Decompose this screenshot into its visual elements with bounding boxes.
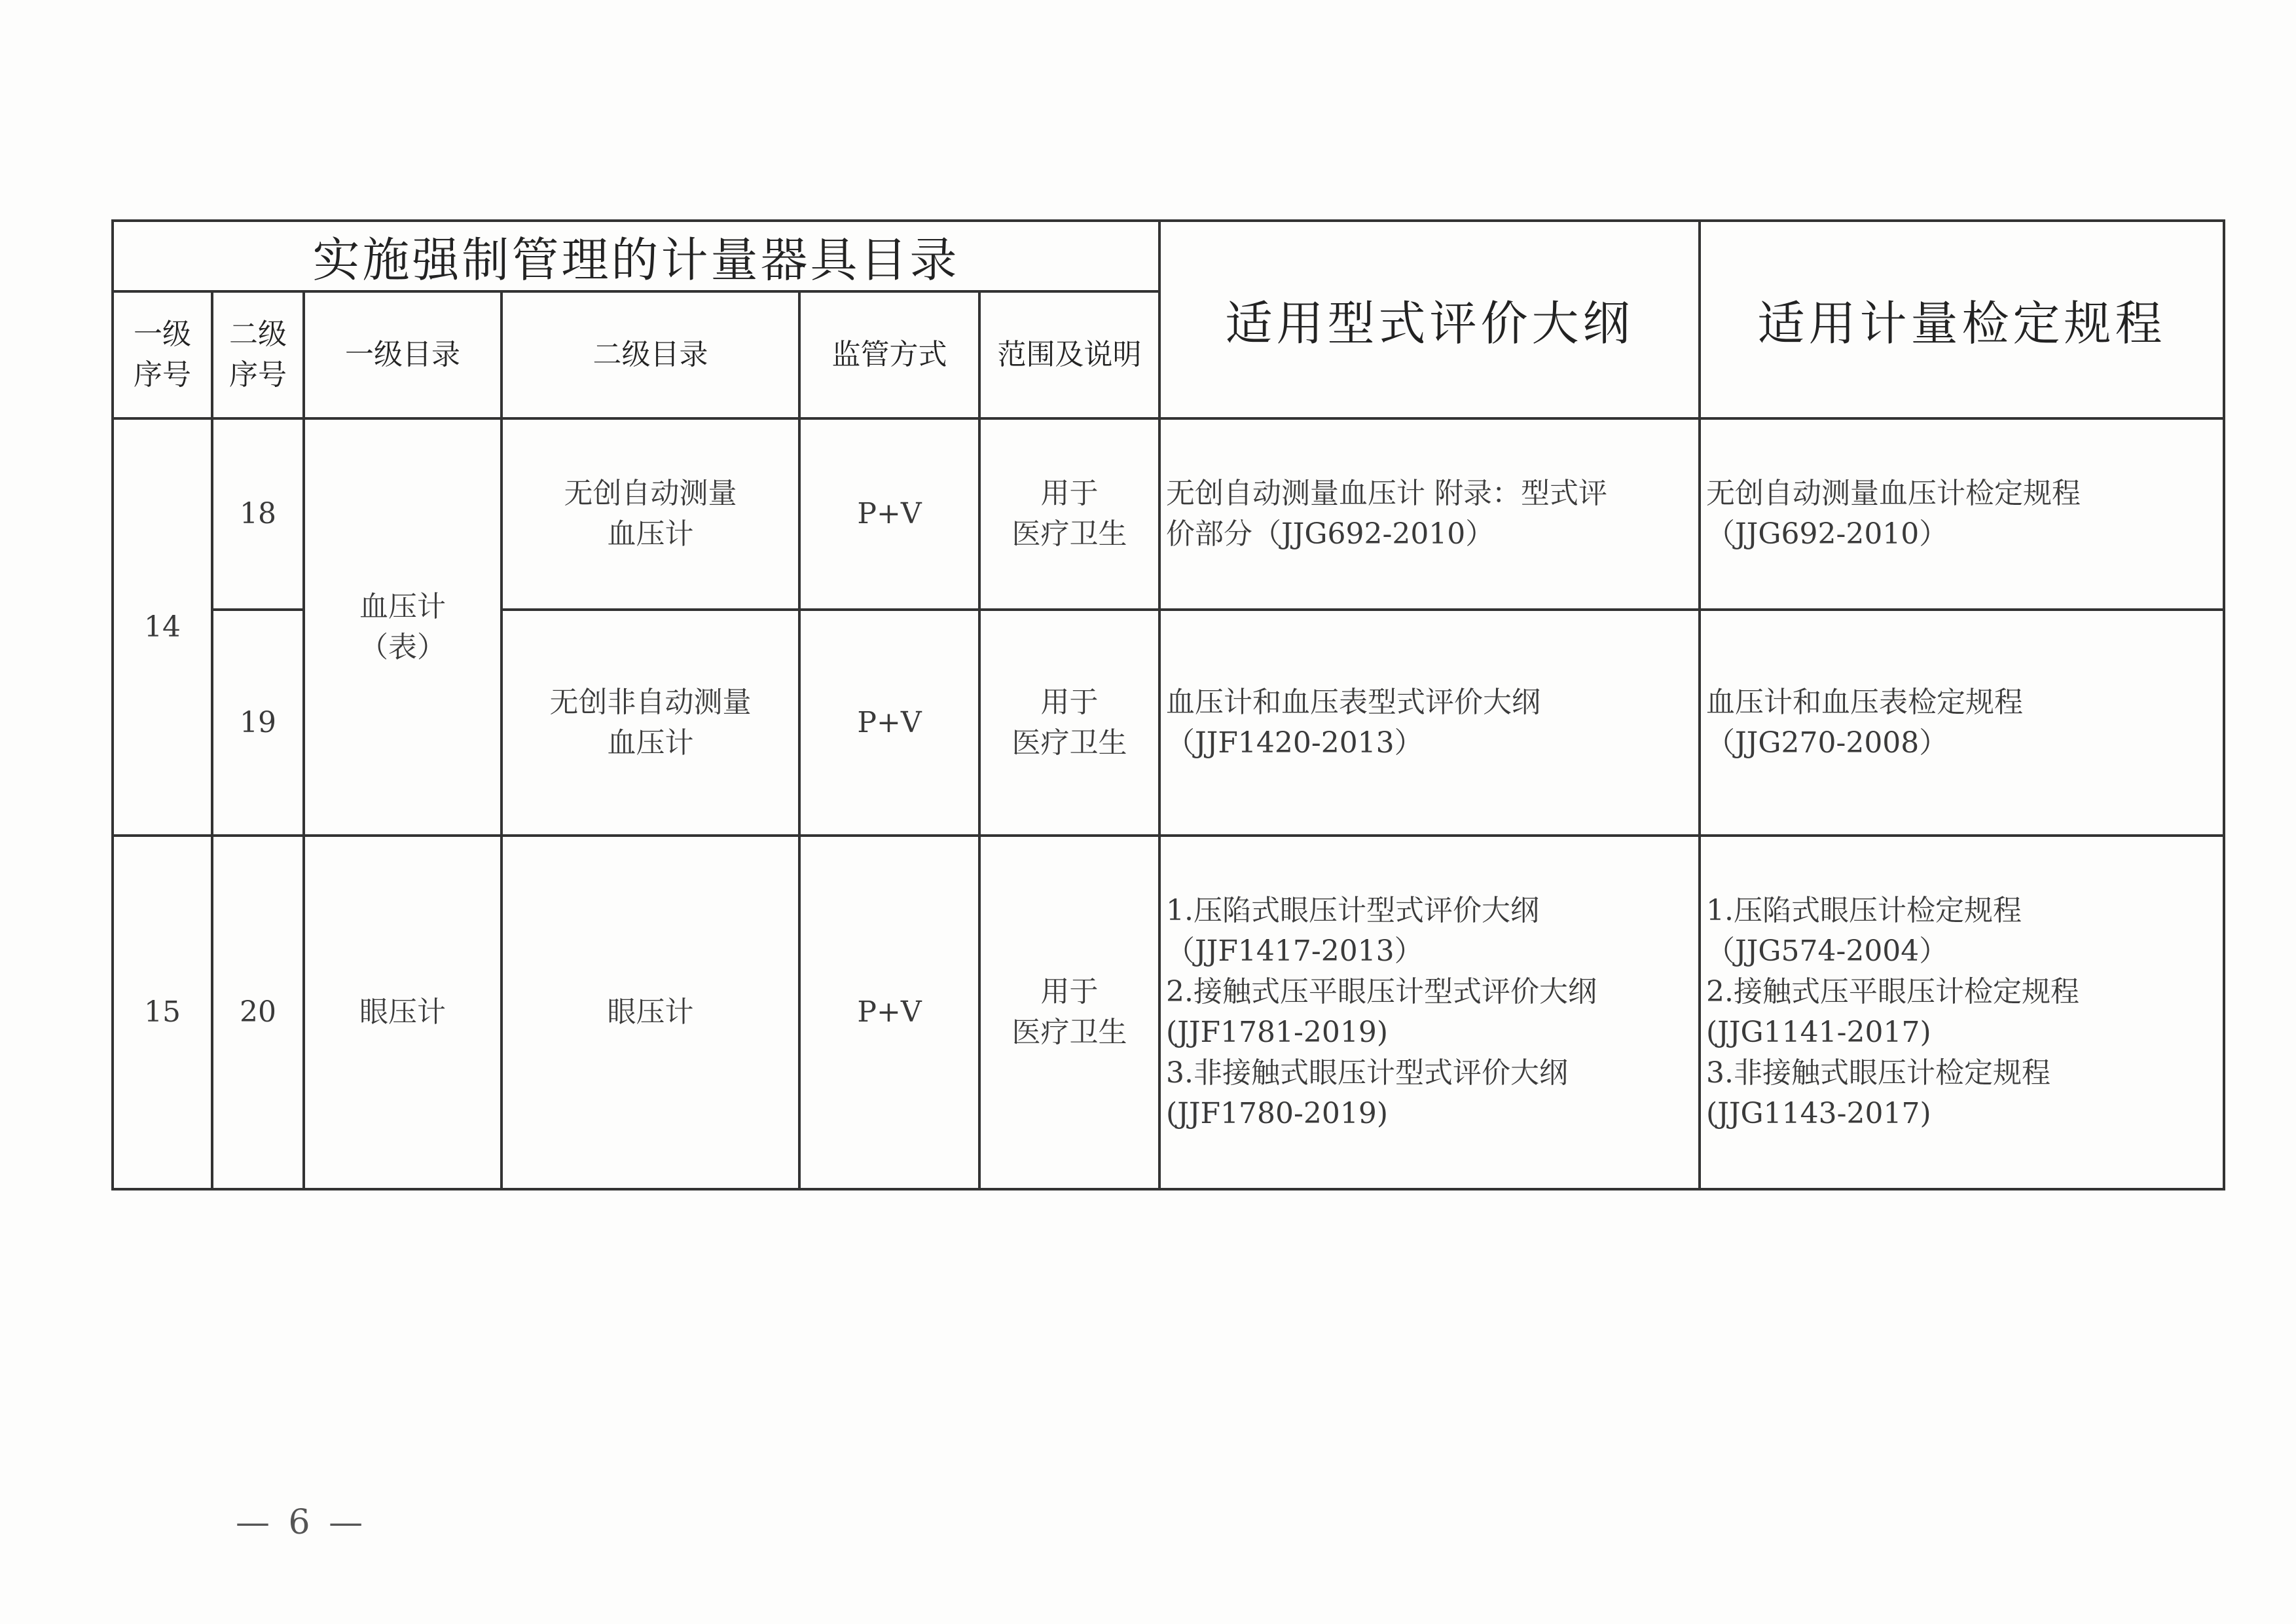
type-evaluation	[1159, 836, 1700, 1189]
verification-regulation	[1700, 610, 2224, 836]
level2-catalog: 眼压计	[501, 836, 799, 1189]
header-level1-number-line1: 一级	[134, 318, 191, 351]
type-evaluation-line: 价部分（JJG692-2010）	[1166, 517, 1495, 551]
scope	[979, 836, 1159, 1189]
verification-line: (JJG1141-2017)	[1706, 1016, 1931, 1049]
type-evaluation	[1159, 418, 1700, 610]
table-title: 实施强制管理的计量器具目录	[113, 221, 1159, 291]
header-level2-number-line1: 二级	[229, 318, 287, 351]
scope-line: 用于	[1040, 477, 1099, 510]
verification-line: （JJG270-2008）	[1706, 726, 1948, 760]
level1-catalog-line: 血压计	[359, 589, 446, 623]
verification-line: （JJG692-2010）	[1706, 517, 1948, 551]
supervision-method: P+V	[799, 418, 979, 610]
table-title-row	[113, 221, 2224, 291]
table-row	[113, 418, 2224, 610]
verification-line: 1.压陷式眼压计检定规程	[1706, 894, 2022, 927]
header-level1-catalog: 一级目录	[304, 291, 501, 418]
scope-line: 医疗卫生	[1011, 726, 1127, 760]
type-evaluation-line: （JJF1420-2013）	[1166, 726, 1423, 760]
header-supervision-method: 监管方式	[799, 291, 979, 418]
type-evaluation-line: （JJF1417-2013）	[1166, 934, 1423, 968]
level1-number: 15	[113, 836, 212, 1189]
page-number: — 6 —	[236, 1503, 367, 1542]
verification-regulation	[1700, 418, 2224, 610]
verification-line: 3.非接触式眼压计检定规程	[1706, 1056, 2051, 1090]
scope-line: 用于	[1040, 685, 1099, 719]
header-type-evaluation: 适用型式评价大纲	[1159, 221, 1700, 418]
scope	[979, 610, 1159, 836]
header-level2-catalog: 二级目录	[501, 291, 799, 418]
type-evaluation-line: 无创自动测量血压计 附录：型式评	[1166, 477, 1608, 510]
header-level1-number-line2: 序号	[134, 358, 191, 392]
metering-catalog-table	[111, 219, 2225, 1190]
verification-regulation	[1700, 836, 2224, 1189]
type-evaluation-line: 1.压陷式眼压计型式评价大纲	[1166, 894, 1540, 927]
verification-line: 无创自动测量血压计检定规程	[1706, 477, 2081, 510]
level1-number: 14	[113, 418, 212, 836]
verification-line: 血压计和血压表检定规程	[1706, 685, 2024, 719]
scope-line: 医疗卫生	[1011, 517, 1127, 551]
header-level2-number-line2: 序号	[229, 358, 287, 392]
type-evaluation	[1159, 610, 1700, 836]
header-level1-number	[113, 291, 212, 418]
scope-line: 用于	[1040, 975, 1099, 1008]
level2-catalog	[501, 418, 799, 610]
header-level2-number	[212, 291, 304, 418]
level2-catalog-line: 无创自动测量	[564, 477, 737, 510]
level1-catalog: 眼压计	[304, 836, 501, 1189]
level2-catalog-line: 血压计	[607, 726, 694, 760]
level2-number: 19	[212, 610, 304, 836]
type-evaluation-line: (JJF1781-2019)	[1166, 1016, 1389, 1049]
verification-line: （JJG574-2004）	[1706, 934, 1948, 968]
verification-line: (JJG1143-2017)	[1706, 1097, 1931, 1130]
type-evaluation-line: 2.接触式压平眼压计型式评价大纲	[1166, 975, 1597, 1008]
type-evaluation-line: 血压计和血压表型式评价大纲	[1166, 685, 1541, 719]
verification-line: 2.接触式压平眼压计检定规程	[1706, 975, 2080, 1008]
header-verification-regulation: 适用计量检定规程	[1700, 221, 2224, 418]
scope	[979, 418, 1159, 610]
header-scope: 范围及说明	[979, 291, 1159, 418]
level2-number: 20	[212, 836, 304, 1189]
type-evaluation-line: (JJF1780-2019)	[1166, 1097, 1389, 1130]
supervision-method: P+V	[799, 836, 979, 1189]
level2-catalog	[501, 610, 799, 836]
scope-line: 医疗卫生	[1011, 1016, 1127, 1049]
level1-catalog	[304, 418, 501, 836]
type-evaluation-line: 3.非接触式眼压计型式评价大纲	[1166, 1056, 1569, 1090]
level1-catalog-line: （表）	[359, 630, 446, 664]
supervision-method: P+V	[799, 610, 979, 836]
level2-catalog-line: 无创非自动测量	[549, 685, 752, 719]
level2-number: 18	[212, 418, 304, 610]
table-row	[113, 836, 2224, 1189]
level2-catalog-line: 血压计	[607, 517, 694, 551]
